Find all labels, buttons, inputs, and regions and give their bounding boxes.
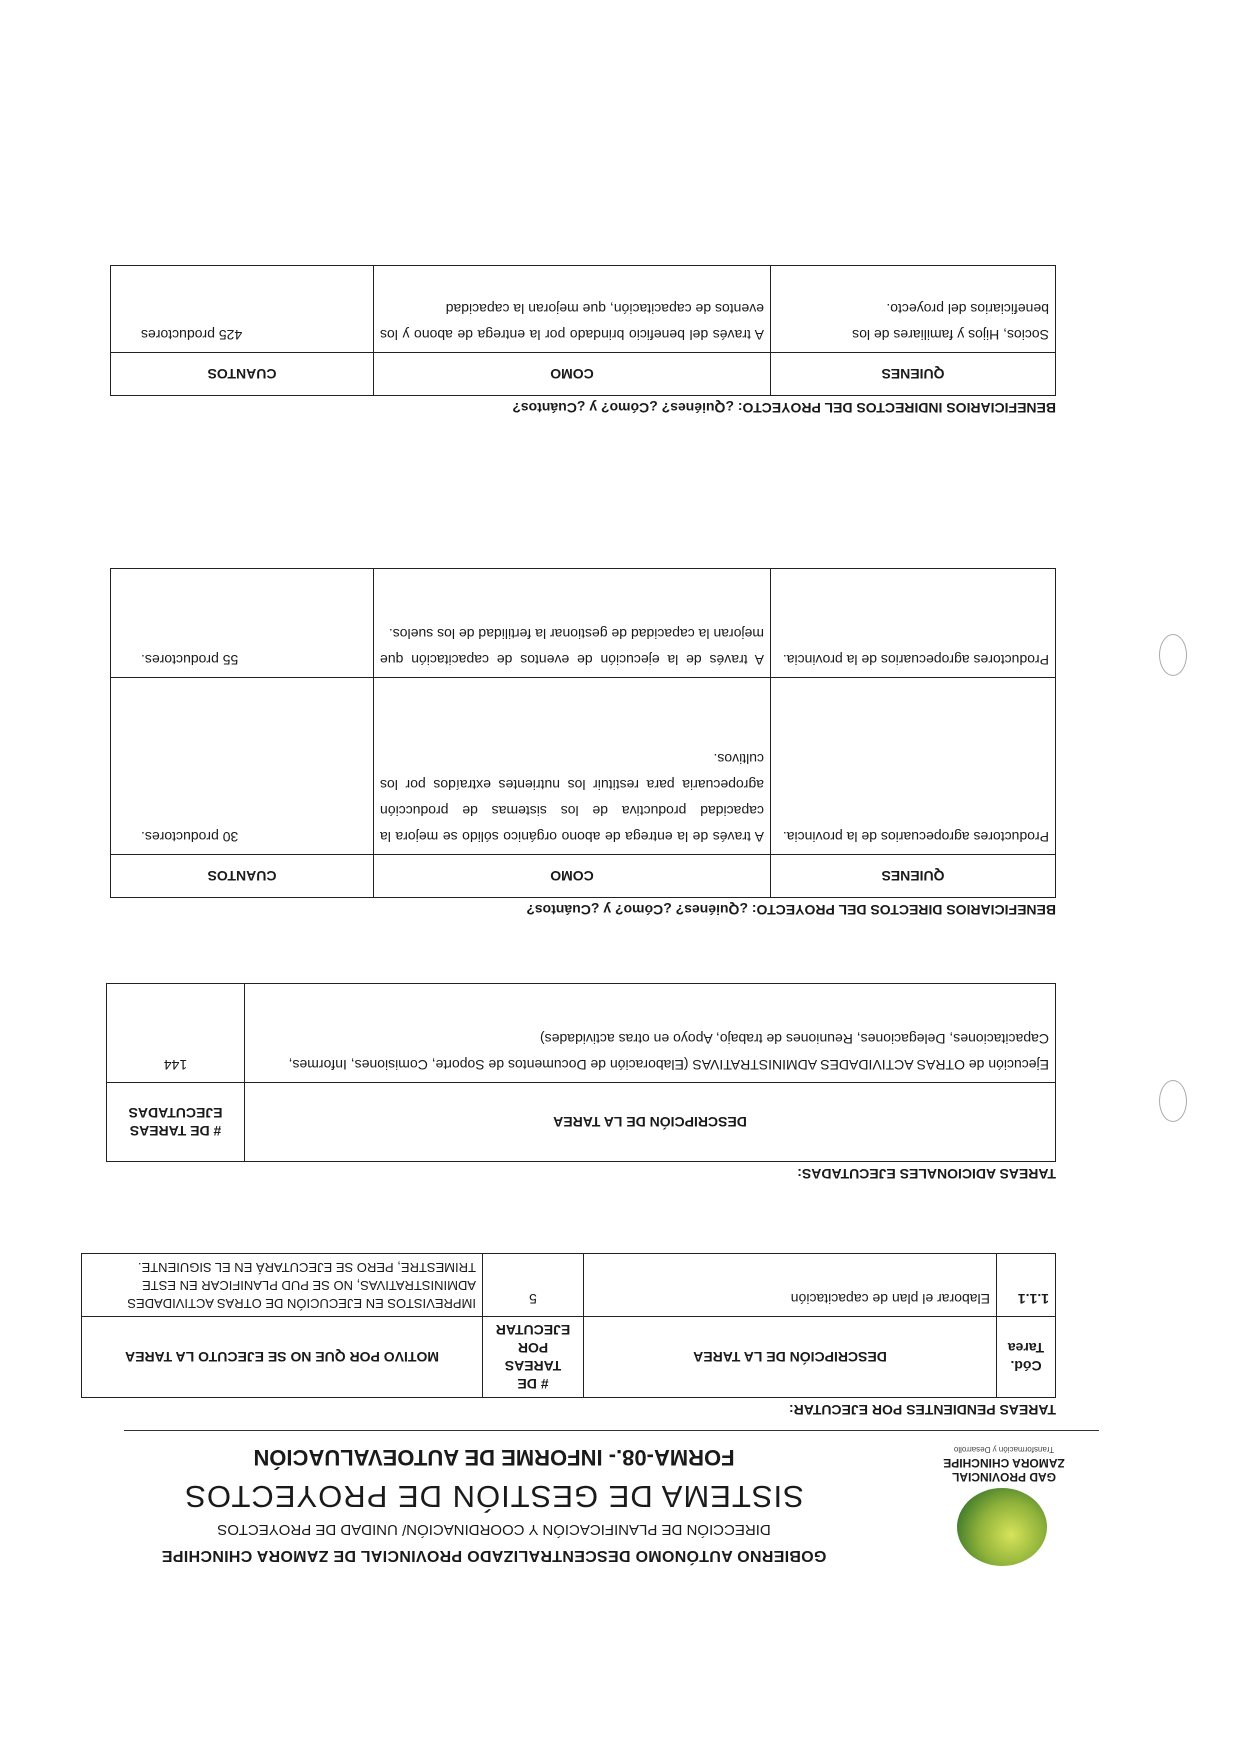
col-count: # DE TAREAS POR EJECUTAR	[483, 1317, 584, 1398]
col-who: QUIENES	[771, 855, 1056, 898]
cell-who: Socios, Hijos y familiares de los beneficiarios del proyecto.	[771, 266, 1056, 353]
direct-beneficiaries-title: BENEFICIARIOS DIRECTOS DEL PROYECTO: ¿Quiénes? ¿Cómo? y ¿Cuántos?	[526, 902, 1056, 918]
cell-how: A través de la ejecución de eventos de capacitación que mejoran la capacidad de gestionar la fertilidad de los suelos.	[374, 569, 771, 678]
additional-tasks-title: TAREAS ADICIONALES EJECUTADAS:	[797, 1166, 1056, 1182]
header-divider	[124, 1430, 1099, 1431]
cell-howmany: 425 productores	[111, 266, 374, 353]
indirect-beneficiaries-table	[110, 265, 1056, 396]
table-row	[111, 569, 1056, 678]
cell-code: 1.1.1	[997, 1254, 1056, 1317]
system-title: SISTEMA DE GESTIÓN DE PROYECTOS	[184, 1479, 804, 1514]
logo-line-2: ZAMORA CHINCHIPE	[943, 1456, 1065, 1470]
punch-hole-icon	[1159, 1080, 1187, 1122]
direct-beneficiaries-table	[110, 568, 1056, 898]
cell-how: A través del beneficio brindado por la entrega de abono y los eventos de capacitación, que mejoran la capacidad	[374, 266, 771, 353]
col-who: QUIENES	[771, 353, 1056, 396]
cell-description: Elaborar el plan de capacitación	[584, 1254, 997, 1317]
cell-count: 144	[107, 984, 245, 1083]
col-howmany: CUANTOS	[111, 855, 374, 898]
table-row	[111, 266, 1056, 353]
cell-description: Ejecución de OTRAS ACTIVIDADES ADMINISTRATIVAS (Elaboración de Documentos de Soporte, Comisiones, Informes, Capacitaciones, Delegaciones, Reuniones de trabajo, Apoyo en otras actividades)	[245, 984, 1056, 1083]
logo-line-1: GAD PROVINCIAL	[952, 1470, 1057, 1484]
leaf-logo-icon	[957, 1488, 1047, 1566]
col-description: DESCRIPCIÓN DE LA TAREA	[584, 1317, 997, 1398]
table-header-row	[107, 1083, 1056, 1162]
col-reason: MOTIVO POR QUE NO SE EJECUTO LA TAREA	[82, 1317, 483, 1398]
table-header-row	[111, 353, 1056, 396]
table-header-row	[82, 1317, 1056, 1398]
government-title: GOBIERNO AUTÓNOMO DESCENTRALIZADO PROVINCIAL DE ZAMORA CHINCHIPE	[161, 1547, 827, 1564]
document-header	[129, 1436, 1099, 1566]
cell-reason: IMPREVISTOS EN EJECUCIÓN DE OTRAS ACTIVIDADES ADMINISTRATIVAS, NO SE PUD PLANIFICAR EN ESTE TRIMESTRE, PERO SE EJECUTARÁ EN EL SIGUIENTE.	[82, 1254, 483, 1317]
gad-logo	[919, 1440, 1099, 1566]
col-howmany: CUANTOS	[111, 353, 374, 396]
table-header-row	[111, 855, 1056, 898]
cell-who: Productores agropecuarios de la provincia.	[771, 678, 1056, 855]
table-row	[82, 1254, 1056, 1317]
cell-how: A través de la entrega de abono orgánico sólido se mejora la capacidad productiva de los sistemas de producción agropecuaria para restituir los nutrientes extraídos por los cultivos.	[374, 678, 771, 855]
cell-howmany: 55 productores.	[111, 569, 374, 678]
additional-tasks-table	[106, 983, 1056, 1162]
col-how: COMO	[374, 353, 771, 396]
col-count: # DE TAREAS EJECUTADAS	[107, 1083, 245, 1162]
col-how: COMO	[374, 855, 771, 898]
direction-title: DIRECCIÓN DE PLANIFICACIÓN Y COORDINACIÓN/ UNIDAD DE PROYECTOS	[217, 1521, 771, 1538]
col-description: DESCRIPCIÓN DE LA TAREA	[245, 1083, 1056, 1162]
cell-count: 5	[483, 1254, 584, 1317]
table-row	[107, 984, 1056, 1083]
cell-who: Productores agropecuarios de la provincia.	[771, 569, 1056, 678]
table-row	[111, 678, 1056, 855]
col-code: Cód. Tarea	[997, 1317, 1056, 1398]
pending-tasks-title: TAREAS PENDIENTES POR EJECUTAR:	[788, 1402, 1056, 1418]
logo-line-3: Transformación y Desarrollo	[953, 1445, 1055, 1454]
indirect-beneficiaries-title: BENEFICIARIOS INDIRECTOS DEL PROYECTO: ¿Quiénes? ¿Cómo? y ¿Cuántos?	[512, 400, 1056, 416]
form-title: FORMA-08.- INFORME DE AUTOEVALUACIÓN	[253, 1445, 735, 1470]
pending-tasks-table	[81, 1253, 1056, 1398]
punch-hole-icon	[1159, 634, 1187, 676]
cell-howmany: 30 productores.	[111, 678, 374, 855]
